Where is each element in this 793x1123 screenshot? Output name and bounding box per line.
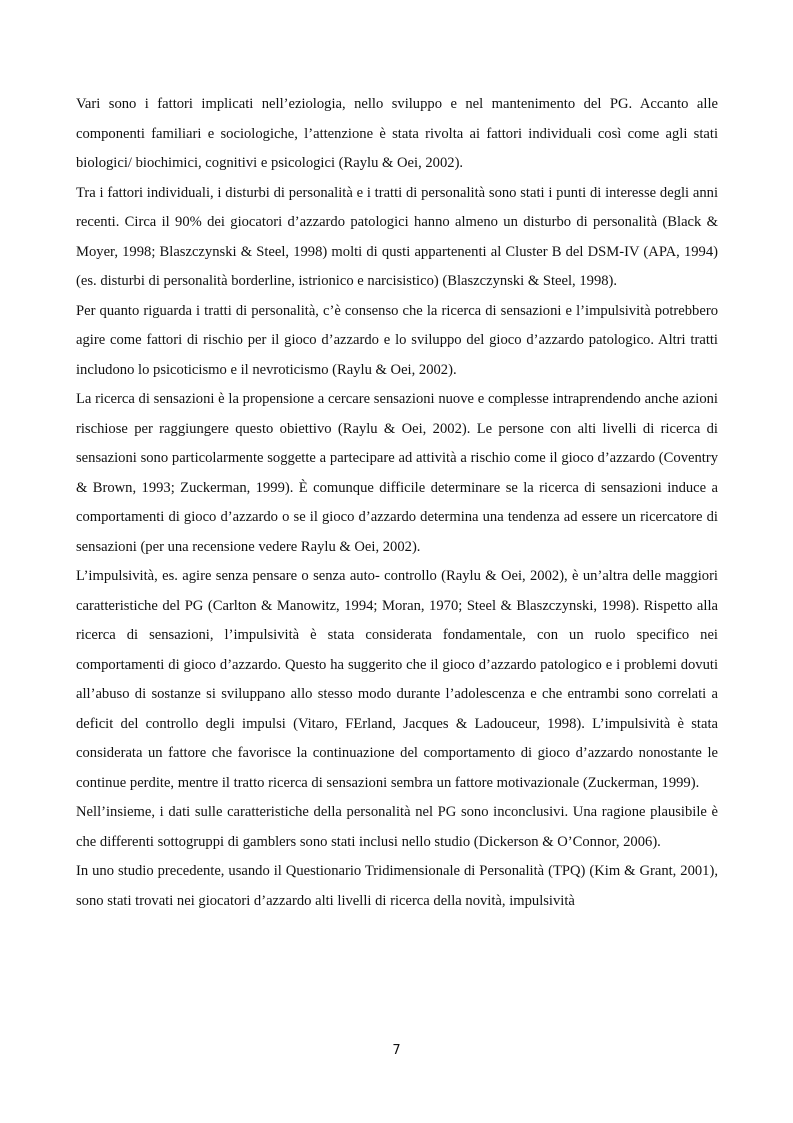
paragraph-personality-disorders: Tra i fattori individuali, i disturbi di personalità e i tratti di personalità sono stati i punti di interesse degli anni recenti. Circa il 90% dei giocatori d’azzardo patologici hanno almeno un disturbo di personalità (Black & Moyer, 1998; Blaszczynski & Steel, 1998) molti di qusti appartenenti al Cluster B del DSM-IV (APA, 1994) (es. disturbi di personalità borderline, istrionico e narcisistico) (Blaszczynski & Steel, 1998). — [76, 184, 718, 289]
paragraph-personality-traits: Per quanto riguarda i tratti di personalità, c’è consenso che la ricerca di sensazioni e l’impulsività potrebbero agire come fattori di rischio per il gioco d’azzardo e lo sviluppo del gioco d’azzardo patologico. Altri tratti includono lo psicoticismo e il nevroticismo (Raylu & Oei, 2002). — [76, 302, 718, 378]
body-text — [76, 90, 718, 916]
paragraph-impulsivity: L’impulsività, es. agire senza pensare o senza auto- controllo (Raylu & Oei, 2002), è un’altra delle maggiori caratteristiche del PG (Carlton & Manowitz, 1994; Moran, 1970; Steel & Blaszczynski, 1998). Rispetto alla ricerca di sensazioni, l’impulsività è stata considerata fondamentale, con un ruolo specifico nei comportamenti di gioco d’azzardo. Questo ha suggerito che il gioco d’azzardo patologico e i problemi dovuti all’abuso di sostanze si sviluppano allo stesso modo durante l’adolescenza e che entrambi sono correlati a deficit del controllo degli impulsi (Vitaro, FErland, Jacques & Ladouceur, 1998). L’impulsività è stata considerata un fattore che favorisce la continuazione del comportamento di gioco d’azzardo nonostante le continue perdite, mentre il tratto ricerca di sensazioni sembra un fattore motivazionale (Zuckerman, 1999). — [76, 568, 718, 791]
paragraph-inconclusive-data: Nell’insieme, i dati sulle caratteristiche della personalità nel PG sono inconclusivi. Una ragione plausibile è che differenti sottogruppi di gamblers sono stati inclusi nello studio (Dickerson & O’Connor, 2006). — [76, 804, 718, 850]
paragraph-sensation-seeking: La ricerca di sensazioni è la propensione a cercare sensazioni nuove e complesse intraprendendo anche azioni rischiose per raggiungere questo obiettivo (Raylu & Oei, 2002). Le persone con alti livelli di ricerca di sensazioni sono particolarmente soggette a partecipare ad attività a rischio come il gioco d’azzardo (Coventry & Brown, 1993; Zuckerman, 1999). È comunque difficile determinare se la ricerca di sensazioni induce a comportamenti di gioco d’azzardo o se il gioco d’azzardo determina una tendenza ad essere un ricercatore di sensazioni (per una recensione vedere Raylu & Oei, 2002). — [76, 391, 718, 555]
paragraph-previous-study: In uno studio precedente, usando il Questionario Tridimensionale di Personalità (TPQ) (Kim & Grant, 2001), sono stati trovati nei giocatori d’azzardo alti livelli di ricerca della novità, impulsività — [76, 863, 718, 909]
paragraph-etiology: Vari sono i fattori implicati nell’eziologia, nello sviluppo e nel mantenimento del PG. Accanto alle componenti familiari e sociologiche, l’attenzione è stata rivolta ai fattori individuali così come agli stati biologici/ biochimici, cognitivi e psicologici (Raylu & Oei, 2002). — [76, 96, 718, 171]
page-number: 7 — [392, 1043, 401, 1058]
